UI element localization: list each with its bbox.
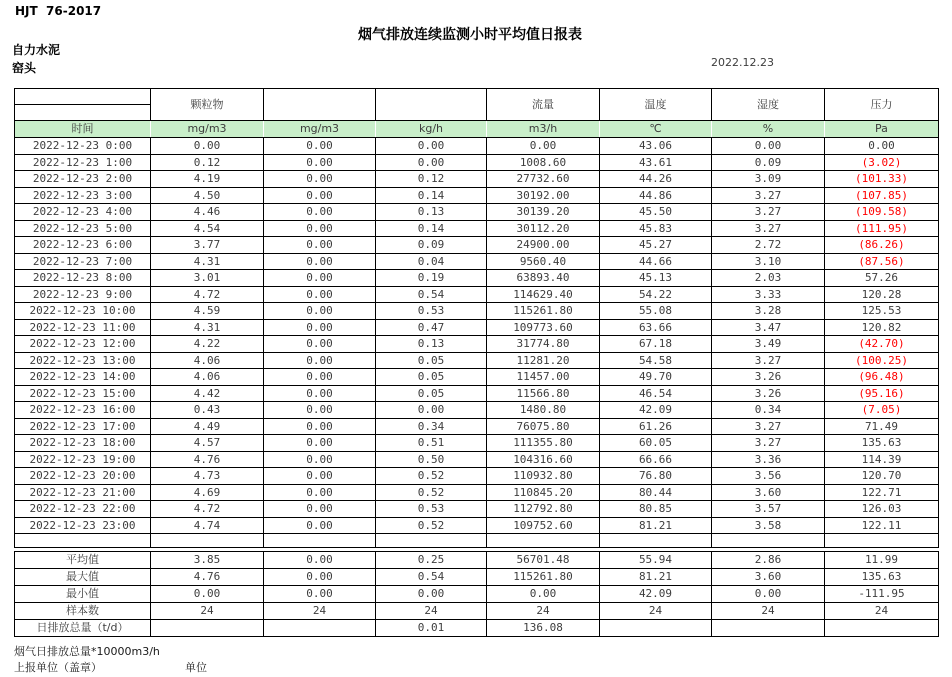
- value-cell: 0.00: [264, 237, 376, 254]
- value-cell: 0.00: [264, 204, 376, 221]
- hour-row: [15, 418, 939, 435]
- value-cell: (7.05): [825, 402, 939, 419]
- summary-value-cell: 11.99: [825, 552, 939, 569]
- footer-unit-label: 单位: [185, 661, 207, 674]
- summary-value-cell: 3.85: [151, 552, 264, 569]
- value-cell: (42.70): [825, 336, 939, 353]
- value-cell: 4.31: [151, 319, 264, 336]
- value-cell: 9560.40: [487, 253, 600, 270]
- unit-time: 时间: [15, 121, 151, 138]
- hour-row: [15, 451, 939, 468]
- value-cell: 0.12: [376, 171, 487, 188]
- time-header-bottom-cell: [15, 105, 151, 121]
- value-cell: 63893.40: [487, 270, 600, 287]
- value-cell: 0.00: [264, 336, 376, 353]
- summary-row: [15, 569, 939, 586]
- value-cell: 81.21: [600, 517, 712, 534]
- value-cell: 30112.20: [487, 220, 600, 237]
- value-cell: 4.31: [151, 253, 264, 270]
- value-cell: 4.72: [151, 501, 264, 518]
- value-cell: 0.00: [264, 303, 376, 320]
- value-cell: 0.47: [376, 319, 487, 336]
- summary-row: [15, 586, 939, 603]
- value-cell: 0.34: [712, 402, 825, 419]
- value-cell: 1480.80: [487, 402, 600, 419]
- value-cell: 3.27: [712, 187, 825, 204]
- summary-value-cell: 81.21: [600, 569, 712, 586]
- hour-row: [15, 501, 939, 518]
- hour-row: [15, 154, 939, 171]
- hour-row: [15, 237, 939, 254]
- empty-cell: [600, 534, 712, 548]
- value-cell: 110845.20: [487, 484, 600, 501]
- time-cell: 2022-12-23 1:00: [15, 154, 151, 171]
- value-cell: 4.49: [151, 418, 264, 435]
- value-cell: 120.70: [825, 468, 939, 485]
- value-cell: 3.49: [712, 336, 825, 353]
- value-cell: 42.09: [600, 402, 712, 419]
- summary-value-cell: 56701.48: [487, 552, 600, 569]
- summary-value-cell: 24: [264, 603, 376, 620]
- value-cell: 80.85: [600, 501, 712, 518]
- value-cell: 0.00: [264, 187, 376, 204]
- summary-value-cell: 55.94: [600, 552, 712, 569]
- time-cell: 2022-12-23 16:00: [15, 402, 151, 419]
- value-cell: 0.00: [264, 352, 376, 369]
- time-cell: 2022-12-23 14:00: [15, 369, 151, 386]
- value-cell: 3.27: [712, 435, 825, 452]
- value-cell: 3.47: [712, 319, 825, 336]
- value-cell: 0.09: [376, 237, 487, 254]
- unit-percent: %: [712, 121, 825, 138]
- value-cell: (3.02): [825, 154, 939, 171]
- unit-mgm3-2: mg/m3: [264, 121, 376, 138]
- value-cell: 0.00: [264, 369, 376, 386]
- value-cell: 4.74: [151, 517, 264, 534]
- value-cell: 4.59: [151, 303, 264, 320]
- value-cell: 4.72: [151, 286, 264, 303]
- value-cell: 0.00: [264, 501, 376, 518]
- page-title: 烟气排放连续监测小时平均值日报表: [358, 27, 582, 43]
- hour-row: [15, 220, 939, 237]
- time-cell: 2022-12-23 18:00: [15, 435, 151, 452]
- value-cell: 122.71: [825, 484, 939, 501]
- hour-row: [15, 517, 939, 534]
- value-cell: 2.72: [712, 237, 825, 254]
- value-cell: 104316.60: [487, 451, 600, 468]
- value-cell: 0.52: [376, 468, 487, 485]
- value-cell: 0.00: [264, 253, 376, 270]
- value-cell: 0.00: [264, 286, 376, 303]
- hour-row: [15, 286, 939, 303]
- value-cell: 3.26: [712, 385, 825, 402]
- value-cell: 11457.00: [487, 369, 600, 386]
- unit-kgh: kg/h: [376, 121, 487, 138]
- summary-label-cell: 样本数: [15, 603, 151, 620]
- value-cell: 3.56: [712, 468, 825, 485]
- value-cell: 0.05: [376, 352, 487, 369]
- empty-row: [15, 534, 939, 548]
- value-cell: 45.27: [600, 237, 712, 254]
- summary-value-cell: 24: [712, 603, 825, 620]
- value-cell: 3.27: [712, 352, 825, 369]
- value-cell: 111355.80: [487, 435, 600, 452]
- summary-value-cell: 42.09: [600, 586, 712, 603]
- value-cell: 3.28: [712, 303, 825, 320]
- value-cell: 44.26: [600, 171, 712, 188]
- summary-value-cell: -111.95: [825, 586, 939, 603]
- summary-value-cell: 0.00: [712, 586, 825, 603]
- empty-cell: [487, 534, 600, 548]
- summary-value-cell: 135.63: [825, 569, 939, 586]
- time-cell: 2022-12-23 23:00: [15, 517, 151, 534]
- time-cell: 2022-12-23 6:00: [15, 237, 151, 254]
- value-cell: 0.00: [712, 138, 825, 155]
- value-cell: 1008.60: [487, 154, 600, 171]
- value-cell: 126.03: [825, 501, 939, 518]
- summary-value-cell: 24: [487, 603, 600, 620]
- summary-value-cell: [825, 620, 939, 637]
- time-cell: 2022-12-23 11:00: [15, 319, 151, 336]
- value-cell: 109752.60: [487, 517, 600, 534]
- value-cell: 112792.80: [487, 501, 600, 518]
- col-header-humidity: 湿度: [712, 89, 825, 121]
- value-cell: 0.00: [264, 468, 376, 485]
- summary-value-cell: 0.00: [264, 552, 376, 569]
- value-cell: 0.50: [376, 451, 487, 468]
- empty-cell: [264, 534, 376, 548]
- value-cell: 0.00: [264, 435, 376, 452]
- time-cell: 2022-12-23 22:00: [15, 501, 151, 518]
- value-cell: 0.00: [376, 138, 487, 155]
- summary-row: [15, 620, 939, 637]
- value-cell: 0.00: [264, 171, 376, 188]
- time-cell: 2022-12-23 20:00: [15, 468, 151, 485]
- value-cell: 0.00: [264, 220, 376, 237]
- summary-label-cell: 日排放总量（t/d）: [15, 620, 151, 637]
- summary-value-cell: 0.25: [376, 552, 487, 569]
- value-cell: 61.26: [600, 418, 712, 435]
- col-header-temperature: 温度: [600, 89, 712, 121]
- hour-row: [15, 303, 939, 320]
- summary-table: [14, 551, 939, 637]
- value-cell: 4.54: [151, 220, 264, 237]
- value-cell: 0.00: [151, 138, 264, 155]
- value-cell: 2.03: [712, 270, 825, 287]
- value-cell: 4.69: [151, 484, 264, 501]
- summary-value-cell: 0.00: [487, 586, 600, 603]
- summary-value-cell: 24: [376, 603, 487, 620]
- value-cell: 3.26: [712, 369, 825, 386]
- value-cell: 3.36: [712, 451, 825, 468]
- unit-celsius: ℃: [600, 121, 712, 138]
- value-cell: 55.08: [600, 303, 712, 320]
- value-cell: 0.43: [151, 402, 264, 419]
- value-cell: 0.00: [264, 517, 376, 534]
- value-cell: (111.95): [825, 220, 939, 237]
- hour-row: [15, 187, 939, 204]
- hour-row: [15, 138, 939, 155]
- value-cell: 45.83: [600, 220, 712, 237]
- value-cell: 0.52: [376, 517, 487, 534]
- time-cell: 2022-12-23 0:00: [15, 138, 151, 155]
- summary-value-cell: 115261.80: [487, 569, 600, 586]
- time-cell: 2022-12-23 8:00: [15, 270, 151, 287]
- summary-label-cell: 平均值: [15, 552, 151, 569]
- hour-row: [15, 253, 939, 270]
- empty-cell: [825, 534, 939, 548]
- value-cell: 0.14: [376, 220, 487, 237]
- value-cell: 3.60: [712, 484, 825, 501]
- value-cell: 0.51: [376, 435, 487, 452]
- value-cell: 31774.80: [487, 336, 600, 353]
- value-cell: 0.19: [376, 270, 487, 287]
- value-cell: 0.00: [264, 418, 376, 435]
- value-cell: 120.82: [825, 319, 939, 336]
- value-cell: 24900.00: [487, 237, 600, 254]
- value-cell: (107.85): [825, 187, 939, 204]
- summary-value-cell: [600, 620, 712, 637]
- value-cell: 0.00: [264, 319, 376, 336]
- summary-value-cell: 3.60: [712, 569, 825, 586]
- value-cell: 66.66: [600, 451, 712, 468]
- value-cell: 3.77: [151, 237, 264, 254]
- time-cell: 2022-12-23 10:00: [15, 303, 151, 320]
- time-cell: 2022-12-23 5:00: [15, 220, 151, 237]
- empty-cell: [151, 534, 264, 548]
- value-cell: 0.53: [376, 303, 487, 320]
- time-cell: 2022-12-23 13:00: [15, 352, 151, 369]
- value-cell: 0.09: [712, 154, 825, 171]
- time-cell: 2022-12-23 2:00: [15, 171, 151, 188]
- value-cell: (101.33): [825, 171, 939, 188]
- summary-value-cell: 2.86: [712, 552, 825, 569]
- value-cell: 0.00: [264, 154, 376, 171]
- summary-value-cell: 24: [600, 603, 712, 620]
- value-cell: 4.22: [151, 336, 264, 353]
- hour-row: [15, 270, 939, 287]
- value-cell: (95.16): [825, 385, 939, 402]
- unit-mgm3-1: mg/m3: [151, 121, 264, 138]
- col-header-flow: 流量: [487, 89, 600, 121]
- value-cell: 3.27: [712, 220, 825, 237]
- hour-row: [15, 319, 939, 336]
- value-cell: 11566.80: [487, 385, 600, 402]
- hour-row: [15, 352, 939, 369]
- empty-cell: [712, 534, 825, 548]
- value-cell: 0.13: [376, 336, 487, 353]
- value-cell: 109773.60: [487, 319, 600, 336]
- summary-value-cell: [264, 620, 376, 637]
- value-cell: 122.11: [825, 517, 939, 534]
- value-cell: 110932.80: [487, 468, 600, 485]
- value-cell: 0.00: [825, 138, 939, 155]
- value-cell: 114629.40: [487, 286, 600, 303]
- value-cell: 71.49: [825, 418, 939, 435]
- time-cell: 2022-12-23 3:00: [15, 187, 151, 204]
- col-header-pressure: 压力: [825, 89, 939, 121]
- footer-note: 烟气日排放总量*10000m3/h: [14, 645, 160, 658]
- value-cell: 45.50: [600, 204, 712, 221]
- value-cell: 0.53: [376, 501, 487, 518]
- time-cell: 2022-12-23 21:00: [15, 484, 151, 501]
- value-cell: (100.25): [825, 352, 939, 369]
- report-date: 2022.12.23: [711, 56, 774, 69]
- summary-label-cell: 最小值: [15, 586, 151, 603]
- value-cell: 0.00: [264, 484, 376, 501]
- value-cell: 0.05: [376, 385, 487, 402]
- col-header-blank-1: [264, 89, 376, 121]
- value-cell: 4.57: [151, 435, 264, 452]
- value-cell: 54.58: [600, 352, 712, 369]
- company-name: 自力水泥: [12, 43, 61, 57]
- group-header-row: [15, 89, 939, 105]
- doc-code: HJT 76-2017: [15, 4, 102, 18]
- summary-value-cell: 0.00: [264, 569, 376, 586]
- unit-m3h: m3/h: [487, 121, 600, 138]
- time-cell: 2022-12-23 15:00: [15, 385, 151, 402]
- value-cell: 4.06: [151, 369, 264, 386]
- units-header-row: [15, 121, 939, 138]
- hour-row: [15, 385, 939, 402]
- summary-value-cell: 0.00: [151, 586, 264, 603]
- value-cell: 4.42: [151, 385, 264, 402]
- summary-row: [15, 552, 939, 569]
- hour-row: [15, 402, 939, 419]
- value-cell: 60.05: [600, 435, 712, 452]
- value-cell: (96.48): [825, 369, 939, 386]
- value-cell: 43.61: [600, 154, 712, 171]
- value-cell: 115261.80: [487, 303, 600, 320]
- value-cell: 0.12: [151, 154, 264, 171]
- value-cell: 45.13: [600, 270, 712, 287]
- value-cell: 54.22: [600, 286, 712, 303]
- value-cell: 43.06: [600, 138, 712, 155]
- value-cell: 3.10: [712, 253, 825, 270]
- value-cell: 3.33: [712, 286, 825, 303]
- value-cell: 4.06: [151, 352, 264, 369]
- value-cell: 0.00: [264, 451, 376, 468]
- value-cell: 63.66: [600, 319, 712, 336]
- value-cell: 0.00: [487, 138, 600, 155]
- hour-row: [15, 484, 939, 501]
- summary-value-cell: 4.76: [151, 569, 264, 586]
- value-cell: 0.13: [376, 204, 487, 221]
- empty-cell: [15, 534, 151, 548]
- value-cell: 0.14: [376, 187, 487, 204]
- value-cell: 44.66: [600, 253, 712, 270]
- time-cell: 2022-12-23 9:00: [15, 286, 151, 303]
- value-cell: 0.04: [376, 253, 487, 270]
- value-cell: 76075.80: [487, 418, 600, 435]
- value-cell: 120.28: [825, 286, 939, 303]
- value-cell: 135.63: [825, 435, 939, 452]
- value-cell: 3.57: [712, 501, 825, 518]
- hour-row: [15, 204, 939, 221]
- value-cell: 49.70: [600, 369, 712, 386]
- value-cell: 0.00: [264, 402, 376, 419]
- empty-cell: [376, 534, 487, 548]
- time-cell: 2022-12-23 19:00: [15, 451, 151, 468]
- value-cell: 0.05: [376, 369, 487, 386]
- summary-value-cell: 0.00: [264, 586, 376, 603]
- hour-row: [15, 336, 939, 353]
- value-cell: 67.18: [600, 336, 712, 353]
- value-cell: 76.80: [600, 468, 712, 485]
- hour-row: [15, 171, 939, 188]
- hourly-table: [14, 88, 939, 548]
- value-cell: (87.56): [825, 253, 939, 270]
- value-cell: 4.19: [151, 171, 264, 188]
- summary-value-cell: 0.54: [376, 569, 487, 586]
- value-cell: 27732.60: [487, 171, 600, 188]
- value-cell: 0.00: [264, 385, 376, 402]
- value-cell: 3.27: [712, 204, 825, 221]
- time-cell: 2022-12-23 17:00: [15, 418, 151, 435]
- value-cell: 30139.20: [487, 204, 600, 221]
- value-cell: 114.39: [825, 451, 939, 468]
- value-cell: 57.26: [825, 270, 939, 287]
- summary-value-cell: [712, 620, 825, 637]
- time-header-top-cell: [15, 89, 151, 105]
- summary-value-cell: 24: [825, 603, 939, 620]
- value-cell: 4.46: [151, 204, 264, 221]
- hour-row: [15, 369, 939, 386]
- summary-value-cell: 136.08: [487, 620, 600, 637]
- station-name: 窑头: [12, 61, 37, 75]
- unit-pa: Pa: [825, 121, 939, 138]
- summary-value-cell: 0.00: [376, 586, 487, 603]
- value-cell: 3.01: [151, 270, 264, 287]
- summary-value-cell: 24: [151, 603, 264, 620]
- value-cell: 46.54: [600, 385, 712, 402]
- value-cell: 0.00: [264, 270, 376, 287]
- summary-row: [15, 603, 939, 620]
- value-cell: 30192.00: [487, 187, 600, 204]
- value-cell: 4.50: [151, 187, 264, 204]
- time-cell: 2022-12-23 7:00: [15, 253, 151, 270]
- hour-row: [15, 468, 939, 485]
- value-cell: 4.73: [151, 468, 264, 485]
- value-cell: (109.58): [825, 204, 939, 221]
- value-cell: 44.86: [600, 187, 712, 204]
- value-cell: 3.09: [712, 171, 825, 188]
- value-cell: 0.00: [376, 154, 487, 171]
- value-cell: 0.54: [376, 286, 487, 303]
- footer-report-unit-label: 上报单位（盖章）: [14, 661, 102, 674]
- col-header-particulate: 颗粒物: [151, 89, 264, 121]
- value-cell: 4.76: [151, 451, 264, 468]
- summary-value-cell: [151, 620, 264, 637]
- value-cell: (86.26): [825, 237, 939, 254]
- value-cell: 0.52: [376, 484, 487, 501]
- value-cell: 3.58: [712, 517, 825, 534]
- time-cell: 2022-12-23 4:00: [15, 204, 151, 221]
- value-cell: 80.44: [600, 484, 712, 501]
- value-cell: 0.00: [264, 138, 376, 155]
- summary-label-cell: 最大值: [15, 569, 151, 586]
- summary-value-cell: 0.01: [376, 620, 487, 637]
- value-cell: 125.53: [825, 303, 939, 320]
- value-cell: 3.27: [712, 418, 825, 435]
- value-cell: 0.00: [376, 402, 487, 419]
- hour-row: [15, 435, 939, 452]
- time-cell: 2022-12-23 12:00: [15, 336, 151, 353]
- value-cell: 0.34: [376, 418, 487, 435]
- value-cell: 11281.20: [487, 352, 600, 369]
- col-header-blank-2: [376, 89, 487, 121]
